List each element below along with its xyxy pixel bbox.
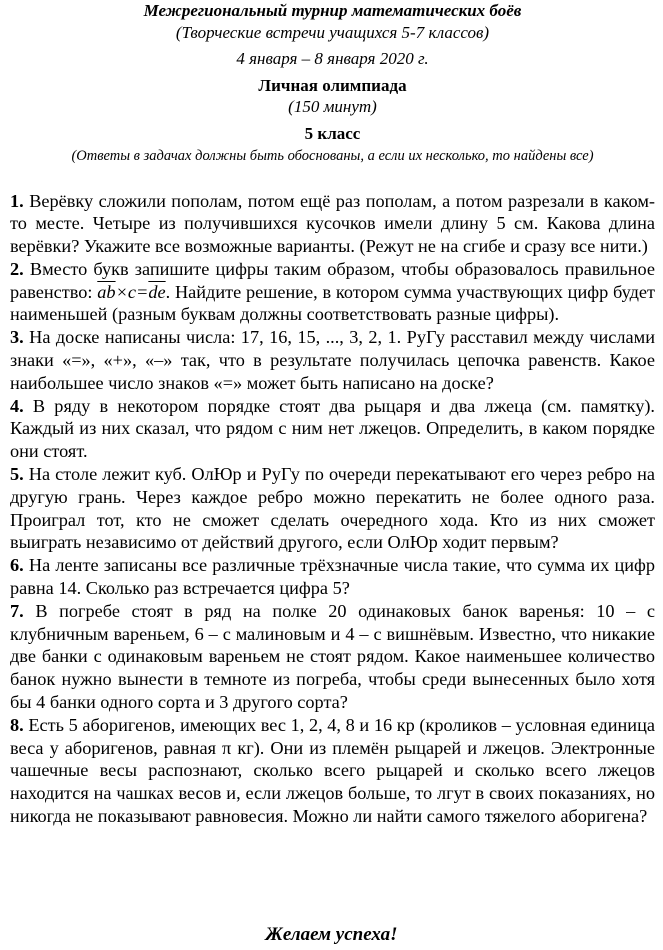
problem-text: В ряду в некотором порядке стоят два рыцаря и два лжеца (см. памятку). Каждый из них сказал, что рядом с ним нет лжецов. Определить, в каком порядке они стоят. [10,395,655,462]
tournament-title: Межрегиональный турнир математических боёв [143,1,522,20]
problem-number: 1. [10,190,24,211]
problem-number: 3. [10,327,24,348]
problem-5 [10,463,655,554]
grade-label: 5 класс [304,123,361,143]
tournament-dates: 4 января – 8 января 2020 г. [236,49,429,68]
tournament-subtitle: (Творческие встречи учащихся 5-7 классов) [175,22,490,42]
problem-text-cont: . Найдите решение, в котором сумма участвующих цифр будет наименьшей (разным буквам должны соответствовать разные цифры). [10,281,655,325]
problem-text: В погребе стоят в ряд на полке 20 одинаковых банок варенья: 10 – с клубничным вареньем, 6 – с малиновым и 4 – с вишнёвым. Известно, что никакие две банки с одинаковым вареньем не стоят рядом. Какое наименьшее количество банок нужно вынести в темноте из погреба, чтобы среди вынесенных было хотя бы 4 банки одного сорта и 3 другого сорта? [10,600,655,713]
olympiad-title: Личная олимпиада [258,75,407,95]
problem-7 [10,600,655,714]
olympiad-duration: (150 минут) [288,97,377,116]
problem-number: 7. [10,600,24,621]
problem-1 [10,190,655,258]
problem-text: Верёвку сложили пополам, потом ещё раз пополам, а потом разрезали в каком-то месте. Четыре из получившихся кусочков имели длину 5 см. Какова длина верёвки? Укажите все возможные варианты. (Режут не на сгибе и сразу все нити.) [10,190,655,257]
problem-6 [10,554,655,600]
problem-text: На столе лежит куб. ОлЮр и РуГу по очереди перекатывают его через ребро на другую грань. Через каждое ребро можно перекатить не более одного раза. Проиграл тот, кто не сможет сделать очередного хода. Кто из них сможет выиграть независимо от действий другого, если ОлЮр ходит первым? [10,464,655,553]
problem-number: 8. [10,714,24,735]
header [10,0,655,168]
problem-number: 6. [10,555,24,576]
problem-text: На доске написаны числа: 17, 16, 15, ..., 3, 2, 1. РуГу расставил между числами знаки «=», «+», «–» так, что в результате получилась цепочка равенств. Какое наибольшее число знаков «=» может быть написано на доске? [10,327,655,393]
formula-de: $\overline{de}$ [148,281,166,302]
instructions: (Ответы в задачах должны быть обоснованы, а если их несколько, то найдены все) [71,148,594,164]
problem-text: Есть 5 аборигенов, имеющих вес 1, 2, 4, 8 и 16 кр (кроликов – условная единица веса у аборигенов, равная π кг). Они из племён рыцарей и лжецов. Электронные чашечные весы распознают, сколько всего рыцарей и сколько всего лжецов находится на чашках весов и, если лжецов больше, то лгут в своих показаниях, но никогда не показывают равновесия. Можно ли найти самого тяжелого аборигена? [10,714,655,827]
footer-wish: Желаем успеха! [265,924,398,945]
problem-number: 2. [10,258,24,279]
problem-text: Вместо букв запишите цифры таким образом, чтобы образовалось правильное равенство: [10,258,656,302]
formula-mid: ×c= [115,281,149,302]
problem-3 [10,326,655,394]
problem-number: 4. [10,395,24,416]
problem-text: На ленте записаны все различные трёхзначные числа такие, что сумма их цифр равна 14. Сколько раз встречается цифра 5? [10,555,655,599]
problem-4 [10,395,655,463]
problem-2 [10,258,655,326]
problem-number: 5. [10,464,24,485]
problem-list [10,190,655,828]
problem-8 [10,714,655,828]
formula-ab: $\overline{ab}$ [97,281,116,302]
